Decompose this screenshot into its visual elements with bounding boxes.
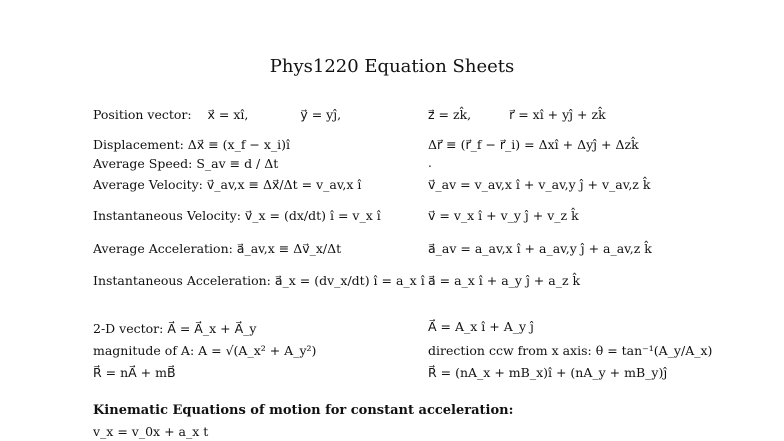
position-vector-row [93,107,341,122]
instantaneous-velocity-right: v⃗ = v_x î + v_y ĵ + v_z k̂ [428,208,579,223]
direction-right: direction ccw from x axis: θ = tan⁻¹(A_y/A_x) [428,343,713,358]
kinematics-equation-1: v_x = v_0x + a_x t [93,424,209,439]
average-velocity-left: Average Velocity: v⃗_av,x ≡ Δx⃗/Δt = v_av,x î [93,177,362,192]
page-title: Phys1220 Equation Sheets [269,56,515,77]
instantaneous-acceleration-right: a⃗ = a_x î + a_y ĵ + a_z k̂ [428,273,581,288]
position-y-eq: y⃗ = yĵ, [300,107,342,122]
average-velocity-right: v⃗_av = v_av,x î + v_av,y ĵ + v_av,z k̂ [428,177,651,192]
position-vector-row-right [428,107,606,122]
combination-right: R⃗ = (nA_x + mB_x)î + (nA_y + mB_y)ĵ [428,365,668,380]
average-speed-left: Average Speed: S_av ≡ d / Δt [93,156,279,171]
position-label: Position vector: [93,107,192,122]
position-r-eq: r⃗ = xî + yĵ + zk̂ [509,107,606,122]
instantaneous-acceleration-left: Instantaneous Acceleration: a⃗_x = (dv_x/dt) î = a_x î [93,273,425,288]
displacement-right: Δr⃗ ≡ (r⃗_f − r⃗_i) = Δxî + Δyĵ + Δzk̂ [428,137,639,152]
kinematics-heading: Kinematic Equations of motion for constant acceleration: [93,403,514,418]
vector-2d-right: A⃗ = A_x î + A_y ĵ [428,319,534,334]
average-speed-right: . [428,156,432,170]
position-x-eq: x⃗ = xî, [207,107,249,122]
position-z-eq: z⃗ = zk̂, [428,107,472,122]
instantaneous-velocity-left: Instantaneous Velocity: v⃗_x = (dx/dt) î = v_x î [93,208,381,223]
displacement-left: Displacement: Δx⃗ ≡ (x_f − x_i)î [93,137,291,152]
magnitude-left: magnitude of A: A = √(A_x² + A_y²) [93,343,317,358]
average-acceleration-left: Average Acceleration: a⃗_av,x ≡ Δv⃗_x/Δt [93,241,342,256]
vector-2d-left: 2-D vector: A⃗ = A⃗_x + A⃗_y [93,321,257,336]
combination-left: R⃗ = nA⃗ + mB⃗ [93,365,176,380]
average-acceleration-right: a⃗_av = a_av,x î + a_av,y ĵ + a_av,z k̂ [428,241,652,256]
